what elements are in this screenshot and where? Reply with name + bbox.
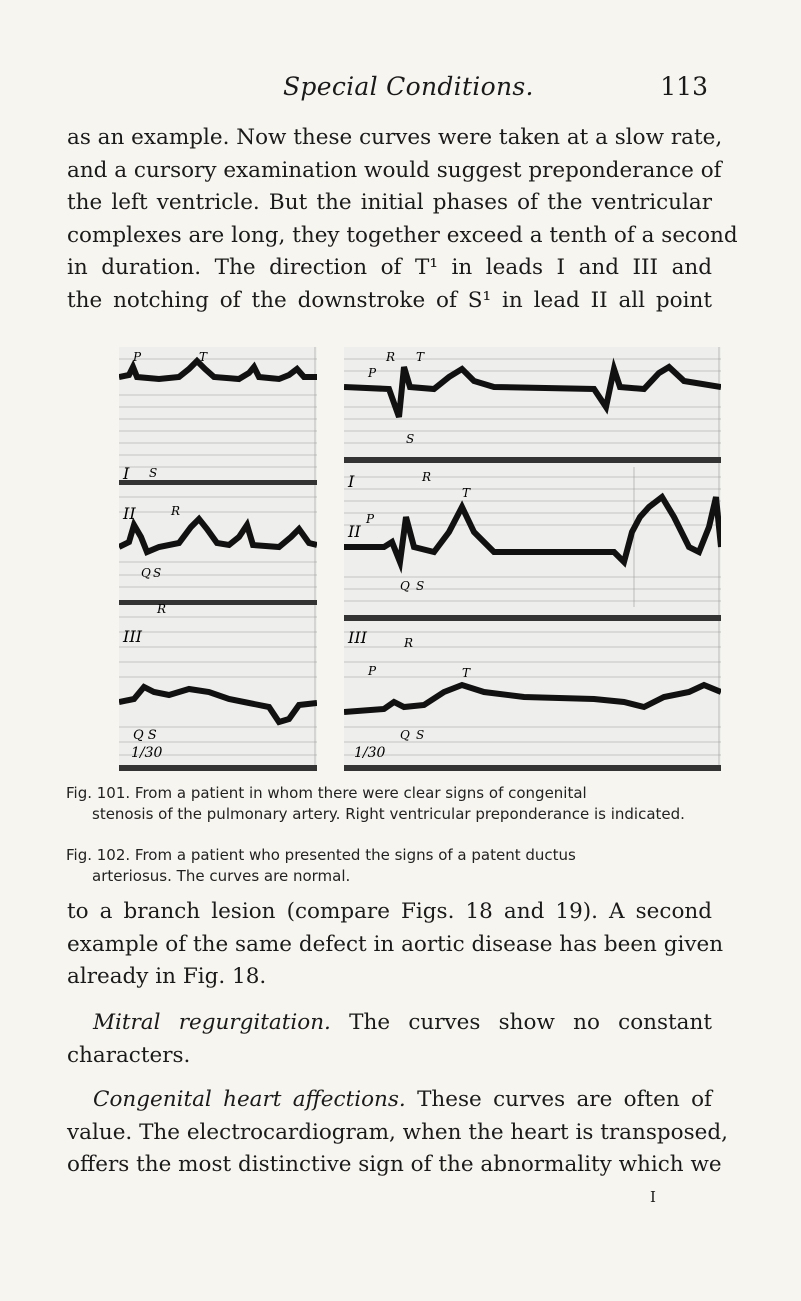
caption-first-line: Fig. 101. From a patient in whom there were clear signs of congenital [66, 784, 587, 802]
section-heading: Mitral regurgitation. [93, 1010, 331, 1035]
wave-label: T [462, 486, 471, 500]
wave-label: P [368, 366, 377, 380]
time-scale-label: 1/30 [354, 745, 386, 761]
paragraph-branch-lesion [67, 896, 724, 994]
section-heading: Congenital heart affections. [93, 1087, 406, 1112]
caption-rest: stenosis of the pulmonary artery. Right ventricular preponderance is indicated. [92, 805, 685, 823]
text-line: and a cursory examination would suggest preponderance of [67, 157, 722, 183]
lead-label: II [348, 522, 361, 541]
text-line: offers the most distinctive sign of the abnormality which we [67, 1152, 722, 1177]
time-marker-bar [344, 765, 721, 771]
caption-first-line: Fig. 102. From a patient who presented the signs of a patent ductus [66, 846, 576, 864]
wave-label: R [422, 470, 432, 484]
time-marker-bar [119, 480, 317, 485]
time-marker-bar [344, 457, 721, 463]
figure-102-caption [66, 845, 714, 887]
wave-label: Q [141, 566, 151, 580]
text-line: characters. [67, 1042, 191, 1068]
time-scale-label: 1/30 [131, 745, 163, 761]
figure-102-ecg [344, 347, 721, 771]
wave-label: P [366, 512, 375, 526]
lead-label: II [123, 504, 136, 523]
wave-label: P [133, 350, 142, 364]
wave-label: R [171, 504, 181, 518]
paragraph-intro [67, 122, 738, 317]
text-line: value. The electrocardiogram, when the heart is transposed, [67, 1119, 728, 1145]
figure-102-svg [344, 347, 721, 771]
text-line: complexes are long, they together exceed a tenth of a second [67, 222, 738, 248]
figure-101-caption [66, 783, 714, 825]
lead-label: I [348, 472, 355, 491]
figure-101-ecg [119, 347, 317, 771]
running-title: Special Conditions. [283, 72, 534, 101]
text-line [67, 1007, 712, 1040]
paragraph-mitral [67, 1007, 712, 1072]
wave-label: S [149, 466, 158, 480]
page-number: 113 [660, 72, 708, 101]
wave-label: Q [400, 728, 410, 742]
time-marker-bar [119, 600, 317, 605]
text-fragment: The curves show no constant [349, 1010, 712, 1035]
caption-rest: arteriosus. The curves are normal. [92, 867, 351, 885]
lead-label: III [123, 627, 142, 646]
wave-label: S [416, 728, 425, 742]
time-marker-bar [119, 765, 317, 771]
text-line: in duration. The direction of T¹ in leads I and III and [67, 255, 712, 280]
wave-label: T [416, 350, 425, 364]
figure-101-svg [119, 347, 317, 771]
wave-label: R [157, 602, 167, 616]
lead-label: III [348, 628, 367, 647]
wave-label: P [368, 664, 377, 678]
text-line: as an example. Now these curves were taken at a slow rate, [67, 125, 723, 150]
text-line: the notching of the downstroke of S¹ in lead II all point [67, 287, 712, 313]
wave-label: R [386, 350, 396, 364]
wave-label: R [404, 636, 414, 650]
text-line: to a branch lesion (compare Figs. 18 and 19). A second [67, 899, 712, 924]
wave-label: Q S [133, 728, 157, 743]
text-fragment: These curves are often of [417, 1087, 712, 1112]
text-line: already in Fig. 18. [67, 964, 267, 989]
lead-label: I [123, 464, 130, 483]
text-line: example of the same defect in aortic disease has been given [67, 931, 724, 957]
wave-label: S [406, 432, 415, 446]
time-marker-bar [344, 615, 721, 621]
wave-label: Q [400, 579, 410, 593]
wave-label: T [462, 666, 471, 680]
paragraph-congenital [67, 1084, 728, 1182]
text-line: the left ventricle. But the initial phases of the ventricular [67, 190, 712, 215]
wave-label: S [416, 579, 425, 593]
wave-label: S [153, 566, 162, 580]
text-line [67, 1084, 712, 1117]
page-header [0, 72, 801, 112]
wave-label: T [199, 350, 208, 364]
signature-mark: I [650, 1188, 656, 1206]
